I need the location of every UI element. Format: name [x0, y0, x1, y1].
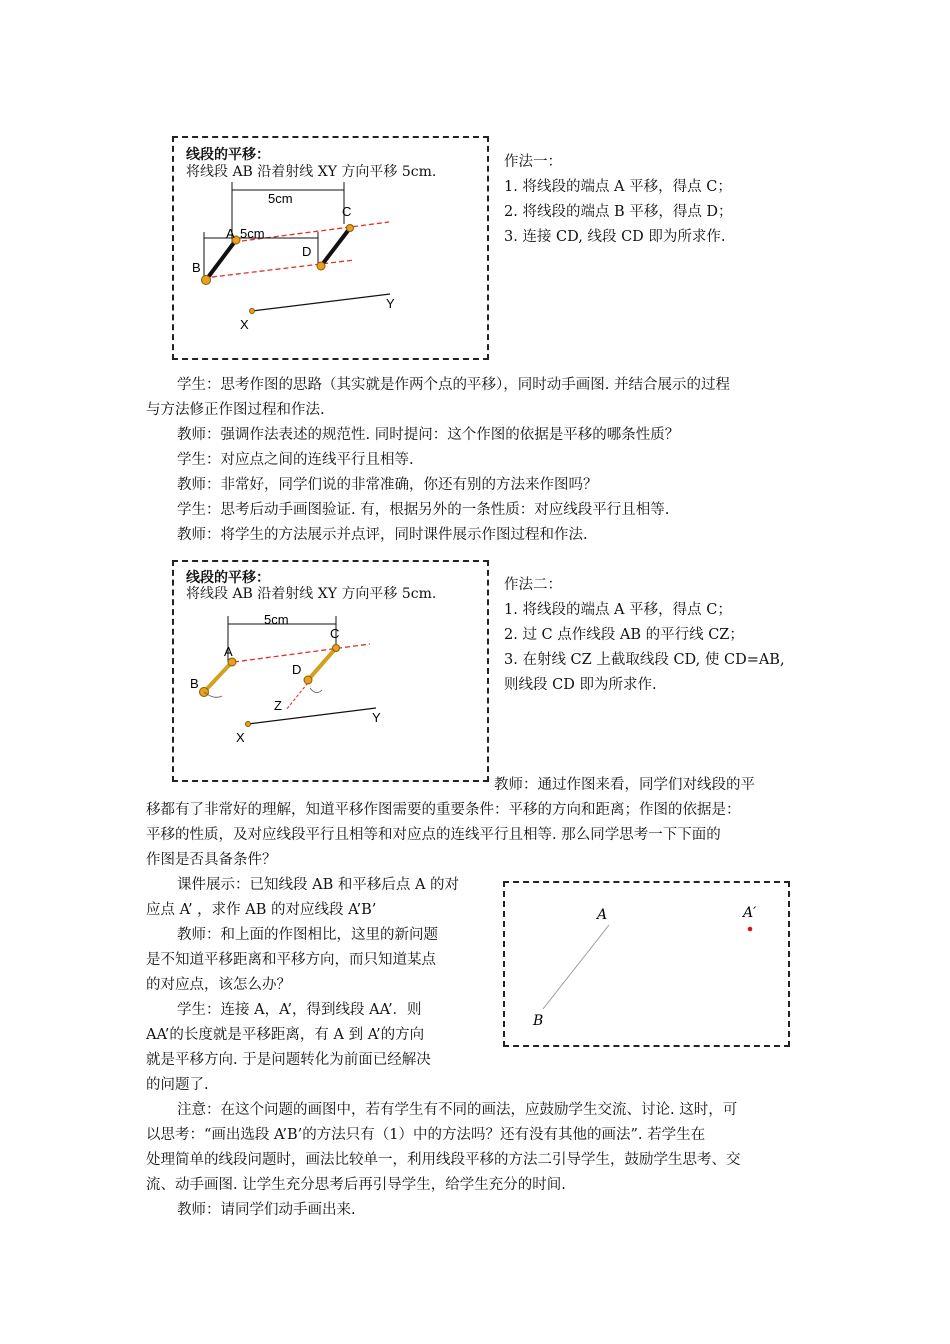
label-y: Y: [386, 296, 395, 311]
box1-title: 线段的平移：: [186, 146, 270, 162]
method2-step-3: 3. 在射线 CZ 上截取线段 CD, 使 CD=AB,: [504, 652, 785, 668]
point-b: [202, 276, 211, 285]
dashed-line-bd: [204, 260, 354, 278]
label-5cm: 5cm: [264, 612, 289, 627]
label-d: D: [302, 244, 312, 259]
point-a-prime: [748, 927, 753, 932]
para1-line-1: 学生：思考作图的思路（其实就是作两个点的平移），同时动手画图. 并结合展示的过程: [177, 377, 730, 393]
figure-2-diagram: [174, 600, 487, 780]
figure-box-3: [503, 881, 790, 1047]
label-b: B: [190, 676, 199, 691]
para1-line-5: 教师：非常好，同学们说的非常准确，你还有别的方法来作图吗？: [177, 477, 598, 493]
segment-cd: [321, 228, 350, 266]
para4-line-3: 处理简单的线段问题时，画法比较单一，利用线段平移的方法二引导学生，鼓励学生思考、交: [146, 1152, 741, 1168]
figure-box-1: [172, 136, 489, 360]
segment-ab: [204, 662, 232, 692]
label-c: C: [330, 626, 340, 641]
para1-line-2: 与方法修正作图过程和作法.: [146, 402, 325, 418]
para3-line-1: 课件展示：已知线段 AB 和平移后点 A 的对: [177, 877, 460, 893]
para1-line-6: 学生：思考后动手画图验证. 有，根据另外的一条性质：对应线段平行且相等.: [177, 502, 670, 518]
point-a: [228, 658, 236, 666]
label-a: A: [226, 226, 235, 241]
para1-line-3: 教师：强调作法表述的规范性. 同时提问：这个作图的依据是平移的哪条性质？: [177, 427, 680, 443]
point-c: [347, 225, 354, 232]
para2-line-2: 平移的性质，及对应线段平行且相等和对应点的连线平行且相等. 那么同学思考一下下面的: [146, 827, 721, 843]
label-a-prime: A′: [743, 905, 757, 921]
ray-xy: [252, 294, 390, 311]
label-x: X: [236, 730, 245, 745]
point-d: [317, 262, 325, 270]
label-y: Y: [372, 710, 381, 725]
method1-step-2: 2. 将线段的端点 B 平移，得点 D；: [504, 204, 733, 220]
figure-3-diagram: [505, 883, 788, 1045]
para3-line-3: 教师：和上面的作图相比，这里的新问题: [177, 927, 438, 943]
para2-line-3: 作图是否具备条件？: [146, 852, 277, 868]
para3-line-8: 就是平移方向. 于是问题转化为前面已经解决: [146, 1052, 431, 1068]
label-z: Z: [274, 698, 282, 713]
method2-step-1: 1. 将线段的端点 A 平移，得点 C；: [504, 602, 732, 618]
box2-desc: 将线段 AB 沿着射线 XY 方向平移 5cm.: [186, 586, 437, 602]
method1-step-3: 3. 连接 CD, 线段 CD 即为所求作.: [504, 229, 726, 245]
label-b: B: [192, 260, 201, 275]
segment-ab: [543, 925, 609, 1009]
segment-ab: [206, 240, 236, 280]
label-b: B: [533, 1013, 544, 1029]
point-d: [304, 676, 312, 684]
label-5cm-top: 5cm: [268, 191, 293, 206]
figure-1-diagram: [174, 176, 487, 366]
para4-line-2: 以思考：“画出选段 A’B’的方法只有（1）中的方法吗？还有没有其他的画法”. 若学生在: [146, 1127, 706, 1143]
method1-title: 作法一：: [504, 154, 562, 170]
label-c: C: [342, 204, 352, 219]
para3-line-4: 是不知道平移距离和平移方向，而只知道某点: [146, 952, 436, 968]
para3-line-5: 的对应点，该怎么办？: [146, 977, 291, 993]
box2-title: 线段的平移：: [186, 569, 270, 585]
para3-line-6: 学生：连接 A，A’，得到线段 AA’．则: [177, 1002, 422, 1018]
method2-step-4: 则线段 CD 即为所求作.: [504, 677, 657, 693]
method2-step-2: 2. 过 C 点作线段 AB 的平行线 CZ；: [504, 627, 744, 643]
para2-first: 教师：通过作图来看，同学们对线段的平: [494, 777, 755, 793]
label-d: D: [292, 662, 302, 677]
para4-line-1: 注意：在这个问题的画图中，若有学生有不同的画法，应鼓励学生交流、讨论. 这时，可: [177, 1102, 738, 1118]
point-c: [333, 645, 340, 652]
para1-line-7: 教师：将学生的方法展示并点评，同时课件展示作图过程和作法.: [177, 527, 588, 543]
label-x: X: [240, 317, 249, 332]
para4-line-4: 流、动手画图. 让学生充分思考后再引导学生，给学生充分的时间.: [146, 1177, 566, 1193]
dashed-line-ac: [234, 644, 370, 662]
figure-box-2: [172, 560, 489, 782]
para4-line-5: 教师：请同学们动手画出来.: [177, 1202, 356, 1218]
para2-line-1: 移都有了非常好的理解，知道平移作图需要的重要条件：平移的方向和距离；作图的依据是：: [146, 802, 741, 818]
para3-line-2: 应点 A’ ，求作 AB 的对应线段 A’B’: [146, 902, 377, 918]
para3-line-9: 的问题了.: [146, 1077, 209, 1093]
method2-title: 作法二：: [504, 577, 562, 593]
ray-xy: [248, 708, 376, 724]
method1-step-1: 1. 将线段的端点 A 平移，得点 C；: [504, 179, 732, 195]
box1-desc: 将线段 AB 沿着射线 XY 方向平移 5cm.: [186, 164, 437, 180]
segment-cd: [308, 648, 336, 680]
label-a: A: [224, 644, 233, 659]
label-5cm-mid: 5cm: [240, 226, 265, 241]
para1-line-4: 学生：对应点之间的连线平行且相等.: [177, 452, 414, 468]
label-a: A: [597, 907, 608, 923]
para3-line-7: AA’的长度就是平移距离，有 A 到 A’的方向: [146, 1027, 425, 1043]
